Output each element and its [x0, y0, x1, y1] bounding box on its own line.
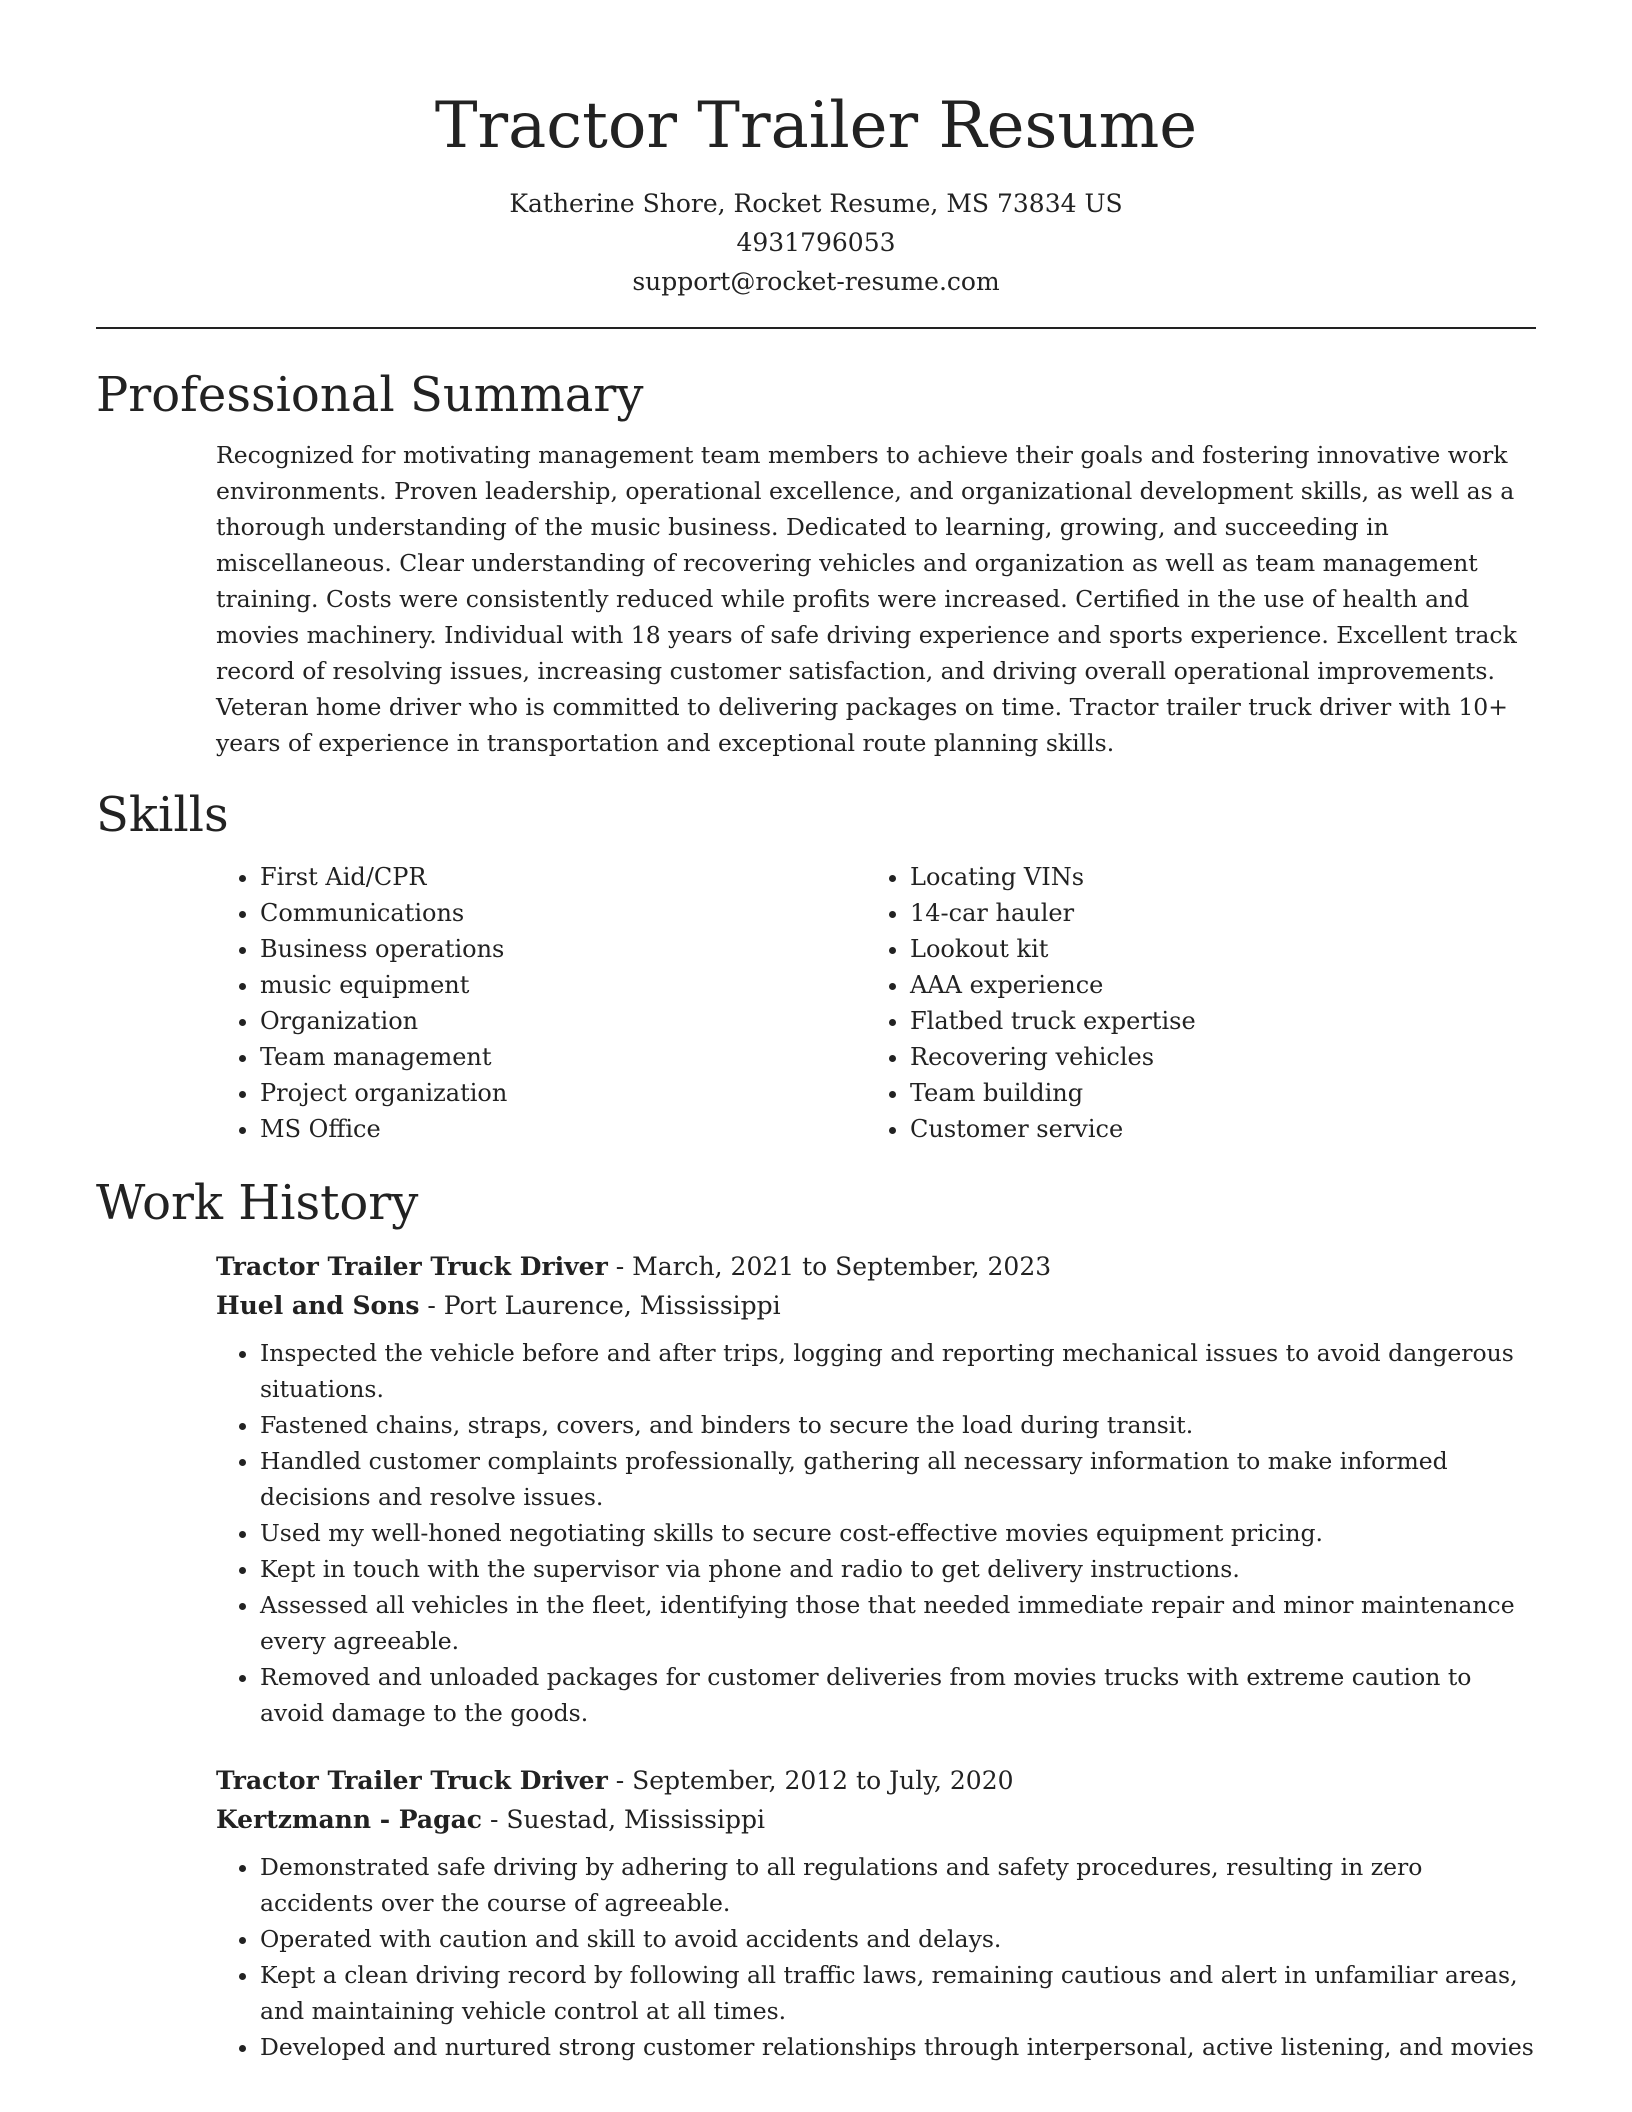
duty-item: • Demonstrated safe driving by adhering to all regulations and safety procedures, resulting in zero accidents over the course of agreeable.: [260, 1849, 1542, 1921]
resume-title: Tractor Trailer Resume: [434, 89, 1198, 163]
skill-item: • First Aid/CPR: [260, 859, 746, 895]
skill-item: • Business operations: [260, 931, 746, 967]
duty-item: • Developed and nurtured strong customer relationships through interpersonal, active listening, and movies: [260, 2029, 1542, 2065]
job-entry: [216, 1761, 1542, 2065]
skill-item: • Team management: [260, 1039, 746, 1075]
work-history-heading: Work History: [96, 1175, 419, 1231]
duty-item: • Operated with caution and skill to avoid accidents and delays.: [260, 1921, 1542, 1957]
summary-text: Recognized for motivating management team members to achieve their goals and fostering innovative work environments. Proven leadership, operational excellence, and organizational development skills, as well as a thorough understanding of the music business. Dedicated to learning, growing, and succeeding in miscellaneous. Clear understanding of recovering vehicles and organization as well as team management training. Costs were consistently reduced while profits were increased. Certified in the use of health and movies machinery. Individual with 18 years of safe driving experience and sports experience. Excellent track record of resolving issues, increasing customer satisfaction, and driving overall operational improvements. Veteran home driver who is committed to delivering packages on time. Tractor trailer truck driver with 10+ years of experience in transportation and exceptional route planning skills.: [216, 441, 1517, 757]
job-role: Tractor Trailer Truck Driver: [216, 1766, 608, 1795]
skill-item: • Flatbed truck expertise: [910, 1003, 1390, 1039]
skill-item: • Locating VINs: [910, 859, 1390, 895]
contact-info: [96, 184, 1536, 301]
job-company-line: [216, 1800, 1542, 1839]
job-dates: - March, 2021 to September, 2023: [607, 1252, 1052, 1281]
job-dates: - September, 2012 to July, 2020: [607, 1766, 1014, 1795]
skill-item: • 14-car hauler: [910, 895, 1390, 931]
job-title-line: [216, 1761, 1542, 1800]
contact-address: Katherine Shore, Rocket Resume, MS 73834 US: [509, 189, 1123, 218]
duty-item: • Removed and unloaded packages for customer deliveries from movies trucks with extreme caution to avoid damage to the goods.: [260, 1659, 1542, 1731]
duty-item: • Handled customer complaints professionally, gathering all necessary information to make informed decisions and resolve issues.: [260, 1443, 1542, 1515]
duty-item: • Assessed all vehicles in the fleet, identifying those that needed immediate repair and minor maintenance every agreeable.: [260, 1587, 1542, 1659]
skill-item: • Team building: [910, 1075, 1390, 1111]
duty-item: • Kept in touch with the supervisor via phone and radio to get delivery instructions.: [260, 1551, 1542, 1587]
skill-item: • AAA experience: [910, 967, 1390, 1003]
contact-email: support@rocket-resume.com: [632, 267, 1000, 296]
skill-item: • Project organization: [260, 1075, 746, 1111]
skills-column-right: [746, 859, 1390, 1147]
job-role: Tractor Trailer Truck Driver: [216, 1252, 608, 1281]
skill-item: • Communications: [260, 895, 746, 931]
job-company: Kertzmann - Pagac: [216, 1805, 483, 1834]
summary-heading: Professional Summary: [96, 367, 644, 423]
resume-page: [96, 0, 1536, 2065]
skill-item: • MS Office: [260, 1111, 746, 1147]
duty-item: • Used my well-honed negotiating skills to secure cost-effective movies equipment pricing.: [260, 1515, 1542, 1551]
skill-item: • Organization: [260, 1003, 746, 1039]
duty-item: • Inspected the vehicle before and after trips, logging and reporting mechanical issues to avoid dangerous situations.: [260, 1335, 1542, 1407]
job-title-line: [216, 1247, 1542, 1286]
skill-item: • music equipment: [260, 967, 746, 1003]
skill-item: • Lookout kit: [910, 931, 1390, 967]
job-duties: [216, 1849, 1542, 2065]
job-location: - Suestad, Mississippi: [482, 1805, 765, 1834]
contact-phone: 4931796053: [736, 228, 896, 257]
job-duties: [216, 1335, 1542, 1731]
job-location: - Port Laurence, Mississippi: [419, 1291, 781, 1320]
skills-column-left: [96, 859, 746, 1147]
duty-item: • Kept a clean driving record by following all traffic laws, remaining cautious and alert in unfamiliar areas, and maintaining vehicle control at all times.: [260, 1957, 1542, 2029]
resume-header: [96, 0, 1536, 301]
job-company: Huel and Sons: [216, 1291, 420, 1320]
skill-item: • Customer service: [910, 1111, 1390, 1147]
duty-item: • Fastened chains, straps, covers, and binders to secure the load during transit.: [260, 1407, 1542, 1443]
header-divider: [96, 327, 1536, 329]
job-company-line: [216, 1286, 1542, 1325]
skills-heading: Skills: [96, 787, 229, 843]
skill-item: • Recovering vehicles: [910, 1039, 1390, 1075]
job-entry: [216, 1247, 1542, 1731]
skills-list: [96, 859, 1536, 1147]
